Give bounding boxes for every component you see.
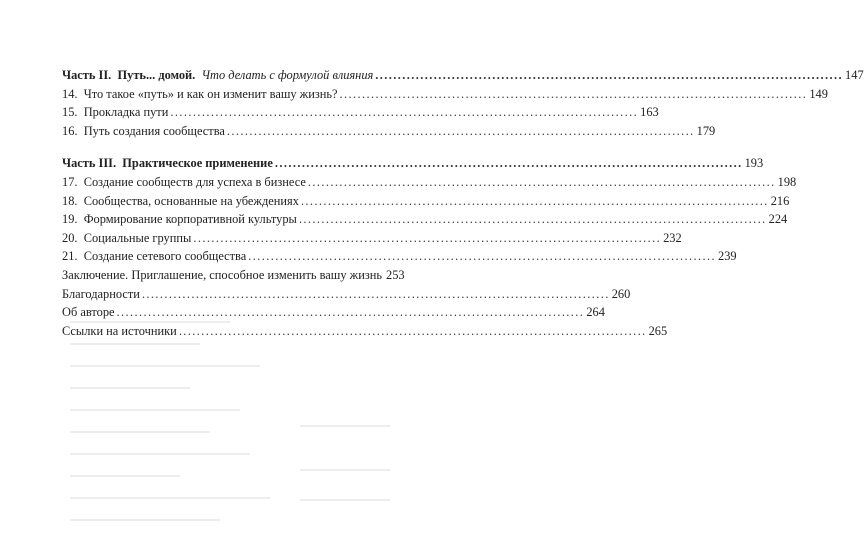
leader-dots: ........................................................................................................ — [170, 105, 639, 120]
entry-text: Прокладка пути — [83, 105, 169, 120]
entry-title — [62, 247, 246, 266]
leader-dots: ........................................................................................................ — [274, 156, 743, 171]
table-of-contents — [62, 66, 864, 340]
leader-dots: ........................................................................................................ — [116, 305, 585, 320]
entry-number: 20. — [62, 230, 78, 245]
leader-dots: ........................................................................................................ — [339, 86, 808, 101]
entry-text: Создание сообществ для успеха в бизнесе — [83, 174, 306, 189]
page-number: 224 — [768, 212, 788, 227]
page-number: 265 — [648, 323, 668, 338]
entry-text: Создание сетевого сообщества — [83, 249, 247, 264]
entry-title — [62, 103, 168, 122]
part-name: Практическое применение — [122, 156, 273, 171]
toc-part-3[interactable] — [62, 154, 764, 173]
entry-number: 15. — [62, 105, 78, 120]
toc-entry[interactable] — [62, 247, 737, 266]
entry-title — [62, 210, 297, 229]
page-number: 193 — [744, 156, 764, 171]
entry-text: Сообщества, основанные на убеждениях — [83, 193, 299, 208]
toc-part-2[interactable] — [62, 66, 864, 85]
entry-text: Что такое «путь» и как он изменит вашу жизнь? — [83, 86, 338, 101]
toc-entry[interactable] — [62, 103, 659, 122]
entry-text: Путь создания сообщества — [83, 123, 225, 138]
entry-text: Благодарности — [62, 286, 140, 301]
part-subtitle: Что делать с формулой влияния — [201, 68, 374, 82]
leader-dots: ........................................................................................................ — [298, 212, 767, 227]
entry-title — [62, 192, 299, 211]
section-gap — [62, 140, 404, 154]
page-number: 179 — [696, 123, 716, 138]
entry-number: 21. — [62, 249, 78, 264]
entry-text: Социальные группы — [83, 230, 192, 245]
toc-entry-references[interactable] — [62, 322, 668, 341]
page-number: 264 — [586, 305, 605, 320]
page-number: 239 — [718, 249, 737, 264]
entry-text: Об авторе — [62, 305, 115, 320]
leader-dots: ........................................................................................................ — [307, 174, 776, 189]
entry-number: 18. — [62, 193, 78, 208]
leader-dots: ........................................................................................................ — [248, 249, 716, 264]
leader-dots: ........................................................................................................ — [375, 68, 844, 82]
toc-entry[interactable] — [62, 192, 790, 211]
entry-title — [62, 173, 306, 192]
leader-dots: ........................................................................................................ — [141, 286, 610, 301]
part-label: Часть II. — [62, 68, 112, 82]
entry-text: Ссылки на источники — [62, 323, 177, 338]
page-number: 260 — [611, 286, 631, 301]
page-number: 163 — [640, 105, 659, 120]
toc-entry-acknowledgements[interactable] — [62, 285, 631, 304]
toc-entry[interactable] — [62, 85, 828, 104]
entry-title — [62, 85, 338, 104]
part-title — [62, 154, 273, 173]
entry-text: Формирование корпоративной культуры — [83, 212, 297, 227]
part-label: Часть III. — [62, 156, 117, 171]
part-title — [62, 66, 373, 85]
entry-title — [62, 229, 191, 248]
entry-number: 17. — [62, 174, 78, 189]
leader-dots: ........................................................................................................ — [226, 123, 695, 138]
entry-number: 16. — [62, 123, 78, 138]
page-number: 198 — [777, 174, 797, 189]
page-number: 253 — [386, 267, 405, 282]
toc-entry[interactable] — [62, 173, 797, 192]
part-name: Путь... домой. — [117, 68, 196, 82]
leader-dots: ........................................................................................................ — [193, 230, 662, 245]
page-number: 147 — [845, 68, 864, 82]
page-number: 149 — [809, 86, 828, 101]
toc-entry[interactable] — [62, 122, 716, 141]
toc-entry-about-author[interactable] — [62, 303, 605, 322]
leader-dots: ........................................................................................................ — [178, 323, 647, 338]
entry-number: 19. — [62, 212, 78, 227]
page-number: 232 — [663, 230, 682, 245]
page-number: 216 — [770, 193, 790, 208]
entry-number: 14. — [62, 86, 78, 101]
entry-title — [62, 122, 225, 141]
entry-text: Заключение. Приглашение, способное изменить вашу жизнь — [62, 267, 383, 282]
toc-entry[interactable] — [62, 229, 682, 248]
leader-dots: ........................................................................................................ — [300, 193, 769, 208]
toc-entry-conclusion[interactable] — [62, 266, 404, 285]
toc-entry[interactable] — [62, 210, 788, 229]
